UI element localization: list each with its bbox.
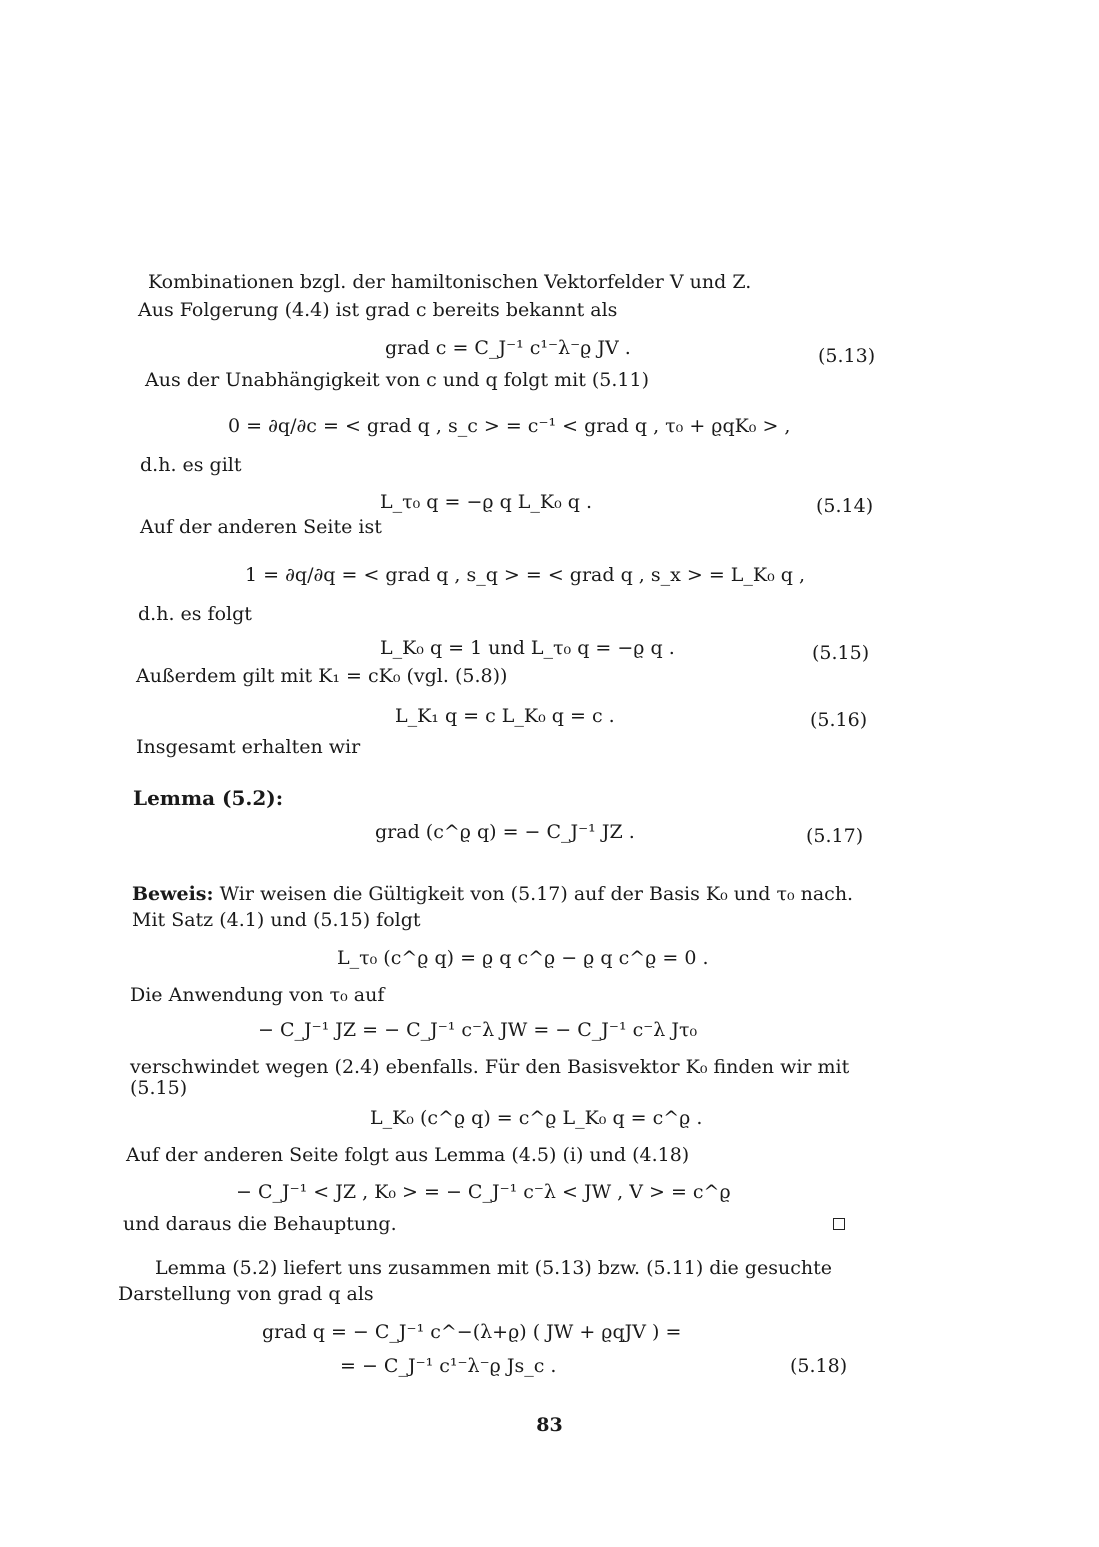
equation-5-15: L_K₀ q = 1 und L_τ₀ q = −ϱ q . (380, 637, 675, 659)
equation-5-13: grad c = C_J⁻¹ c¹⁻λ⁻ϱ JV . (385, 337, 631, 359)
text-line: Kombinationen bzgl. der hamiltonischen Vektorfelder V und Z. (148, 271, 752, 293)
equation-number: (5.16) (810, 709, 868, 731)
equation-lk0: L_K₀ (c^ϱ q) = c^ϱ L_K₀ q = c^ϱ . (370, 1107, 703, 1129)
text-span: Wir weisen die Gültigkeit von (5.17) auf der Basis K₀ und τ₀ nach. (219, 883, 854, 905)
equation-number: (5.18) (790, 1355, 848, 1377)
equation-cj: − C_J⁻¹ JZ = − C_J⁻¹ c⁻λ JW = − C_J⁻¹ c⁻λ Jτ₀ (258, 1019, 698, 1041)
text-line: d.h. es folgt (138, 603, 252, 625)
equation-5-16: L_K₁ q = c L_K₀ q = c . (395, 705, 615, 727)
equation-number: (5.14) (816, 495, 874, 517)
equation-number: (5.15) (812, 642, 870, 664)
equation-number: (5.13) (818, 345, 876, 367)
text-line: (5.15) (130, 1077, 188, 1099)
text-line: Mit Satz (4.1) und (5.15) folgt (132, 909, 421, 931)
beweis-label: Beweis: (132, 883, 214, 905)
text-line (132, 882, 853, 906)
text-line: Insgesamt erhalten wir (136, 736, 361, 758)
equation-5-18-a: grad q = − C_J⁻¹ c^−(λ+ϱ) ( JW + ϱqJV ) = (262, 1321, 682, 1343)
text-line: und daraus die Behauptung. (123, 1213, 397, 1235)
equation-5-18-b: = − C_J⁻¹ c¹⁻λ⁻ϱ Js_c . (340, 1355, 557, 1377)
text-line: Aus der Unabhängigkeit von c und q folgt mit (5.11) (145, 369, 650, 391)
equation-number: (5.17) (806, 825, 864, 847)
equation-zero: 0 = ∂q/∂c = < grad q , s_c > = c⁻¹ < grad q , τ₀ + ϱqK₀ > , (228, 415, 791, 437)
equation-one: 1 = ∂q/∂q = < grad q , s_q > = < grad q , s_x > = L_K₀ q , (245, 564, 805, 586)
text-line: d.h. es gilt (140, 454, 242, 476)
text-line: verschwindet wegen (2.4) ebenfalls. Für den Basisvektor K₀ finden wir mit (130, 1056, 850, 1078)
text-line: Auf der anderen Seite folgt aus Lemma (4.5) (i) und (4.18) (126, 1144, 690, 1166)
text-line: Aus Folgerung (4.4) ist grad c bereits bekannt als (138, 299, 618, 321)
equation-5-14: L_τ₀ q = −ϱ q L_K₀ q . (380, 491, 592, 513)
text-line: Lemma (5.2) liefert uns zusammen mit (5.13) bzw. (5.11) die gesuchte (155, 1257, 832, 1279)
qed-box-icon (833, 1218, 845, 1230)
text-line: Auf der anderen Seite ist (140, 516, 382, 538)
page-number: 83 (536, 1414, 563, 1436)
equation-inner: − C_J⁻¹ < JZ , K₀ > = − C_J⁻¹ c⁻λ < JW , V > = c^ϱ (236, 1181, 731, 1203)
text-line: Die Anwendung von τ₀ auf (130, 984, 385, 1006)
lemma-title: Lemma (5.2): (133, 786, 284, 810)
equation-ltau: L_τ₀ (c^ϱ q) = ϱ q c^ϱ − ϱ q c^ϱ = 0 . (337, 947, 709, 969)
text-line: Außerdem gilt mit K₁ = cK₀ (vgl. (5.8)) (136, 665, 508, 687)
equation-5-17: grad (c^ϱ q) = − C_J⁻¹ JZ . (375, 821, 635, 843)
text-line: Darstellung von grad q als (118, 1283, 374, 1305)
